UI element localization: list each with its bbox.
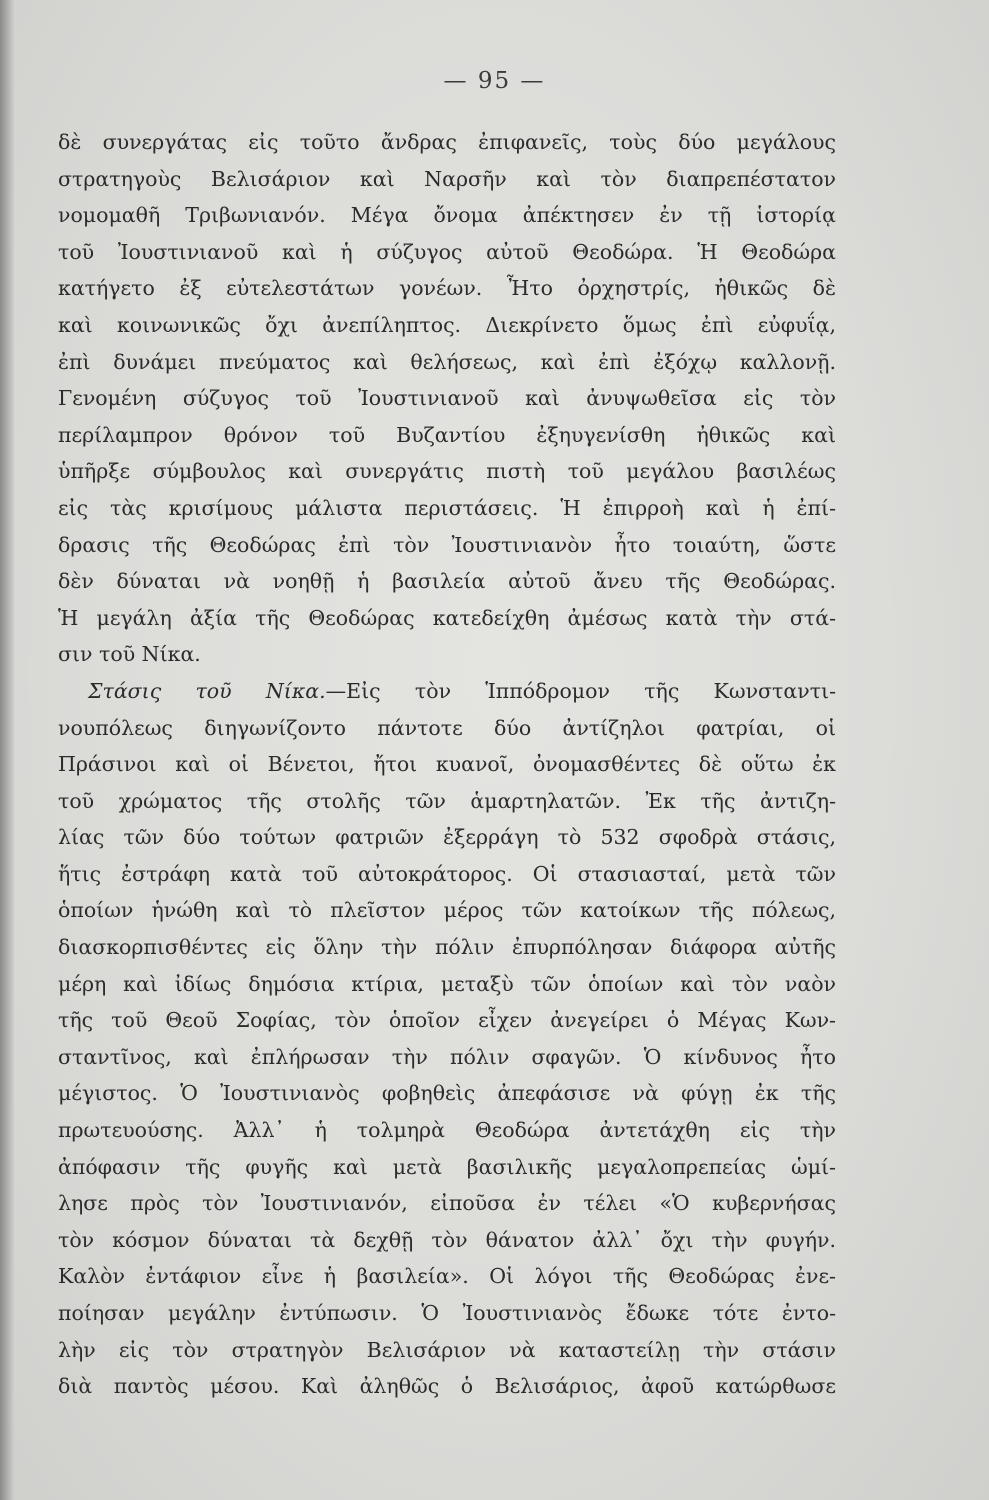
text-line: ἥτις ἐστράφη κατὰ τοῦ αὐτοκράτορος. Οἱ στασιασταί, μετὰ τῶν: [58, 861, 836, 886]
text-line: Πράσινοι καὶ οἱ Βένετοι, ἤτοι κυανοῖ, ὀνομασθέντες δὲ οὕτω ἐκ: [58, 752, 836, 777]
text-line: τοῦ χρώματος τῆς στολῆς τῶν ἁμαρτηλατῶν. Ἐκ τῆς ἀντιζη-: [58, 788, 836, 813]
text-line: δρασις τῆς Θεοδώρας ἐπὶ τὸν Ἰουστινιανὸν ἦτο τοιαύτη, ὥστε: [58, 532, 836, 557]
text-line: εἰς τὰς κρισίμους μάλιστα περιστάσεις. Ἡ ἐπιρροὴ καὶ ἡ ἐπί-: [58, 495, 836, 520]
text-line: νομομαθῆ Τριβωνιανόν. Μέγα ὄνομα ἀπέκτησεν ἐν τῇ ἱστορίᾳ: [58, 203, 836, 228]
text-line: λίας τῶν δύο τούτων φατριῶν ἐξερράγη τὸ 532 σφοδρὰ στάσις,: [58, 825, 836, 850]
text-line: νουπόλεως διηγωνίζοντο πάντοτε δύο ἀντίζηλοι φατρίαι, οἱ: [58, 715, 836, 740]
text-line: σταντῖνος, καὶ ἐπλήρωσαν τὴν πόλιν σφαγῶν. Ὁ κίνδυνος ἦτο: [58, 1044, 836, 1069]
text-line: κατήγετο ἐξ εὐτελεστάτων γονέων. Ἦτο ὀρχηστρίς, ἠθικῶς δὲ: [58, 276, 836, 301]
text-line: ἀπόφασιν τῆς φυγῆς καὶ μετὰ βασιλικῆς μεγαλοπρεπείας ὡμί-: [58, 1154, 836, 1179]
text-line: δὲν δύναται νὰ νοηθῇ ἡ βασιλεία αὐτοῦ ἄνευ τῆς Θεοδώρας.: [58, 569, 836, 594]
text-line: σιν τοῦ Νίκα.: [58, 642, 201, 667]
text-line: ὁποίων ἡνώθη καὶ τὸ πλεῖστον μέρος τῶν κατοίκων τῆς πόλεως,: [58, 898, 836, 923]
text-line: [58, 673, 836, 710]
text-line: Ἡ μεγάλη ἀξία τῆς Θεοδώρας κατεδείχθη ἀμέσως κατὰ τὴν στά-: [58, 605, 836, 630]
text-line: λὴν εἰς τὸν στρατηγὸν Βελισάριον νὰ καταστείλῃ τὴν στάσιν: [58, 1337, 836, 1362]
text-line: περίλαμπρον θρόνον τοῦ Βυζαντίου ἐξηυγενίσθη ἠθικῶς καὶ: [58, 422, 836, 447]
text-line: ὑπῆρξε σύμβουλος καὶ συνεργάτις πιστὴ τοῦ μεγάλου βασιλέως: [58, 459, 836, 484]
text-line: ποίησαν μεγάλην ἐντύπωσιν. Ὁ Ἰουστινιανὸς ἔδωκε τότε ἐντο-: [58, 1301, 836, 1325]
text-line: δὲ συνεργάτας εἰς τοῦτο ἄνδρας ἐπιφανεῖς, τοὺς δύο μεγάλους: [58, 130, 836, 154]
text-line: μέρη καὶ ἰδίως δημόσια κτίρια, μεταξὺ τῶν ὁποίων καὶ τὸν ναὸν: [58, 971, 836, 996]
text-line: Καλὸν ἐντάφιον εἶνε ἡ βασιλεία». Οἱ λόγοι τῆς Θεοδώρας ἐνε-: [58, 1264, 836, 1289]
body-text: [58, 124, 836, 1405]
text-line: ἐπὶ δυνάμει πνεύματος καὶ θελήσεως, καὶ ἐπὶ ἐξόχῳ καλλονῇ.: [58, 349, 836, 374]
text-line: διὰ παντὸς μέσου. Καὶ ἀληθῶς ὁ Βελισάριος, ἀφοῦ κατώρθωσε: [58, 1374, 836, 1399]
text-line: πρωτευούσης. Ἀλλ᾽ ἡ τολμηρὰ Θεοδώρα ἀντετάχθη εἰς τὴν: [58, 1118, 836, 1143]
text-line: μέγιστος. Ὁ Ἰουστινιανὸς φοβηθεὶς ἀπεφάσισε νὰ φύγῃ ἐκ τῆς: [58, 1081, 836, 1106]
text-line: τὸν κόσμον δύναται τὰ δεχθῇ τὸν θάνατον ἀλλ᾽ ὄχι τὴν φυγήν.: [58, 1227, 836, 1252]
text-line-rest: —Εἰς τὸν Ἱππόδρομον τῆς Κωνσταντι-: [325, 678, 836, 703]
page-edge-shadow: [0, 0, 14, 1500]
page-number: — 95 —: [443, 68, 546, 94]
text-line: λησε πρὸς τὸν Ἰουστινιανόν, εἰποῦσα ἐν τέλει «Ὁ κυβερνήσας: [58, 1191, 836, 1216]
section-heading: Στάσις τοῦ Νίκα.: [88, 678, 326, 703]
text-line: στρατηγοὺς Βελισάριον καὶ Ναρσῆν καὶ τὸν διαπρεπέστατον: [58, 166, 836, 191]
text-line: τῆς τοῦ Θεοῦ Σοφίας, τὸν ὁποῖον εἶχεν ἀνεγείρει ὁ Μέγας Κων-: [58, 1008, 836, 1033]
text-line: Γενομένη σύζυγος τοῦ Ἰουστινιανοῦ καὶ ἀνυψωθεῖσα εἰς τὸν: [58, 386, 836, 411]
text-line: τοῦ Ἰουστινιανοῦ καὶ ἡ σύζυγος αὐτοῦ Θεοδώρα. Ἡ Θεοδώρα: [58, 239, 836, 264]
text-line: καὶ κοινωνικῶς ὄχι ἀνεπίληπτος. Διεκρίνετο ὅμως ἐπὶ εὐφυΐᾳ,: [58, 312, 836, 337]
text-line: διασκορπισθέντες εἰς ὅλην τὴν πόλιν ἐπυρπόλησαν διάφορα αὐτῆς: [58, 935, 836, 960]
